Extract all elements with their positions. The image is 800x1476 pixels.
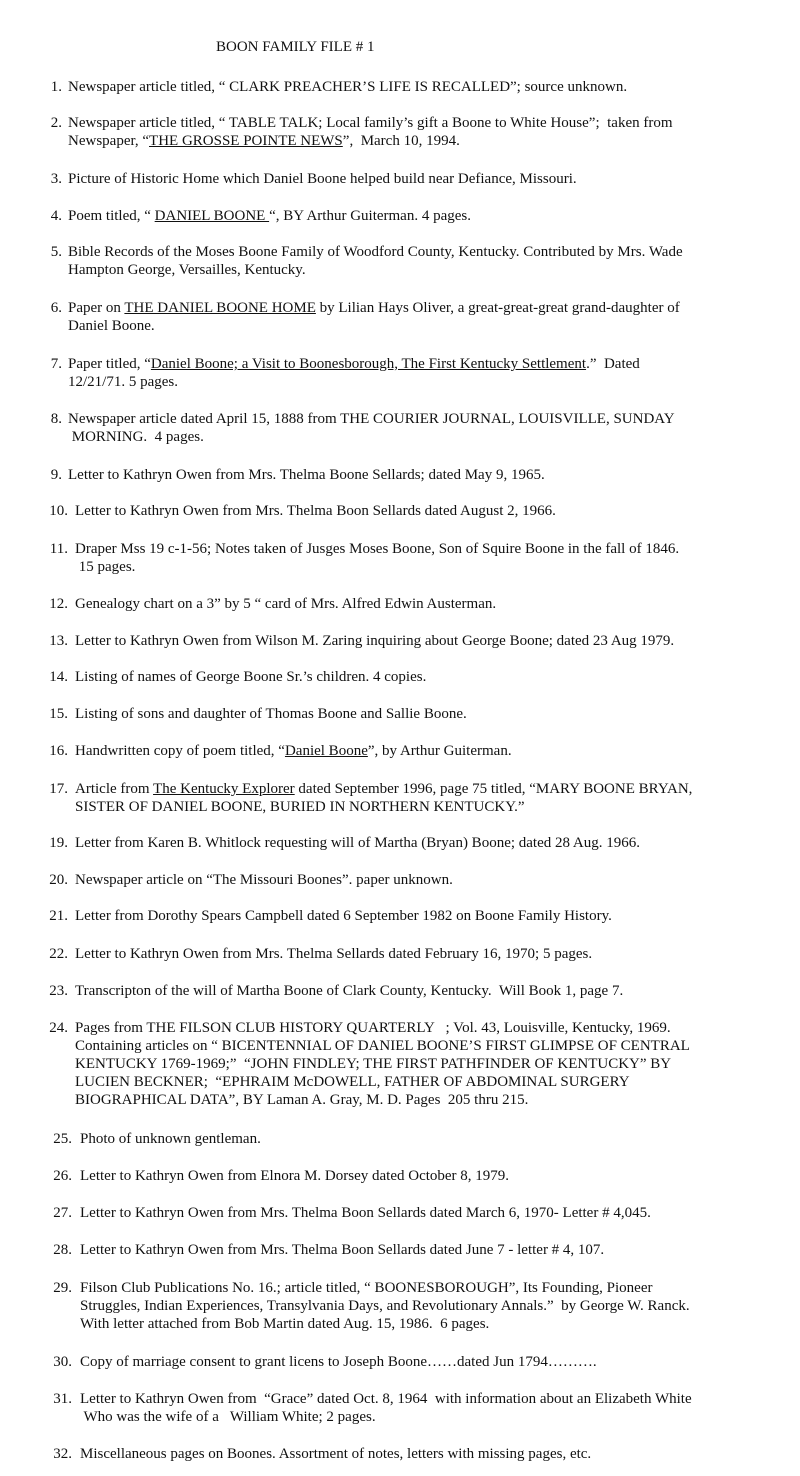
item-number: 2. bbox=[50, 115, 62, 131]
item-text-line: Photo of unknown gentleman. bbox=[80, 1131, 261, 1147]
item-text-line: Newspaper article dated April 15, 1888 from THE COURIER JOURNAL, LOUISVILLE, SUNDAY bbox=[68, 411, 675, 427]
item-number: 10. bbox=[49, 503, 68, 519]
item-text-line: 12/21/71. 5 pages. bbox=[68, 374, 178, 390]
item-text-line: MORNING. 4 pages. bbox=[68, 429, 204, 445]
item-text-line: Draper Mss 19 c-1-56; Notes taken of Jusges Moses Boone, Son of Squire Boone in the fall of 1846. bbox=[75, 541, 680, 557]
item-text-line: Letter to Kathryn Owen from Mrs. Thelma Boon Sellards dated August 2, 1966. bbox=[75, 503, 556, 519]
item-number: 8. bbox=[50, 411, 62, 427]
item-text-line: SISTER OF DANIEL BOONE, BURIED IN NORTHERN KENTUCKY.” bbox=[75, 799, 525, 815]
item-text-line: Transcripton of the will of Martha Boone of Clark County, Kentucky. Will Book 1, page 7. bbox=[75, 983, 624, 999]
item-number: 28. bbox=[53, 1242, 72, 1258]
item-text-line: Paper on THE DANIEL BOONE HOME by Lilian Hays Oliver, a great-great-great grand-daughter of bbox=[68, 300, 680, 316]
item-number: 30. bbox=[53, 1354, 72, 1370]
underlined-title: Daniel Boone; a Visit to Boonesborough, The First Kentucky Settlement bbox=[150, 356, 587, 372]
item-text-line: Who was the wife of a William White; 2 pages. bbox=[80, 1409, 376, 1425]
item-text-line: Listing of sons and daughter of Thomas Boone and Sallie Boone. bbox=[75, 706, 467, 722]
item-text-line: Listing of names of George Boone Sr.’s children. 4 copies. bbox=[75, 669, 427, 685]
item-number: 31. bbox=[53, 1391, 72, 1407]
item-number: 9. bbox=[50, 467, 62, 483]
underlined-title: THE DANIEL BOONE HOME bbox=[124, 300, 316, 316]
item-text-line: Newspaper article titled, “ CLARK PREACHER’S LIFE IS RECALLED”; source unknown. bbox=[68, 79, 628, 95]
item-number: 22. bbox=[49, 946, 68, 962]
item-text-line: Newspaper article on “The Missouri Boones”. paper unknown. bbox=[75, 872, 453, 888]
item-text-line: Letter to Kathryn Owen from Mrs. Thelma Boon Sellards dated March 6, 1970- Letter # 4,045. bbox=[80, 1205, 651, 1221]
item-number: 25. bbox=[53, 1131, 72, 1147]
item-number: 7. bbox=[50, 356, 62, 372]
item-text-line: Filson Club Publications No. 16.; article titled, “ BOONESBOROUGH”, Its Founding, Pioneer bbox=[80, 1280, 653, 1296]
item-text-line: KENTUCKY 1769-1969;” “JOHN FINDLEY; THE FIRST PATHFINDER OF KENTUCKY” BY bbox=[75, 1056, 672, 1072]
item-text-line: Genealogy chart on a 3” by 5 “ card of Mrs. Alfred Edwin Austerman. bbox=[75, 596, 497, 612]
item-number: 27. bbox=[53, 1205, 72, 1221]
item-text-line: Hampton George, Versailles, Kentucky. bbox=[68, 262, 306, 278]
item-text-line: Containing articles on “ BICENTENNIAL OF DANIEL BOONE’S FIRST GLIMPSE OF CENTRAL bbox=[75, 1038, 690, 1054]
item-text-line: Daniel Boone. bbox=[68, 318, 155, 334]
item-number: 23. bbox=[49, 983, 68, 999]
item-text-line: LUCIEN BECKNER; “EPHRAIM McDOWELL, FATHER OF ABDOMINAL SURGERY bbox=[75, 1074, 630, 1090]
underlined-title: Daniel Boone bbox=[284, 743, 368, 759]
item-text-line: BIOGRAPHICAL DATA”, BY Laman A. Gray, M. D. Pages 205 thru 215. bbox=[75, 1092, 529, 1108]
item-text-line: 15 pages. bbox=[75, 559, 136, 575]
item-text-line: Letter from Dorothy Spears Campbell dated 6 September 1982 on Boone Family History. bbox=[75, 908, 612, 924]
item-text-line: Article from The Kentucky Explorer dated September 1996, page 75 titled, “MARY BOONE BRYAN, bbox=[75, 781, 693, 797]
item-text-line: Letter to Kathryn Owen from Mrs. Thelma Boon Sellards dated June 7 - letter # 4, 107. bbox=[80, 1242, 605, 1258]
item-number: 14. bbox=[49, 669, 68, 685]
item-text-line: Letter to Kathryn Owen from Mrs. Thelma Boone Sellards; dated May 9, 1965. bbox=[68, 467, 545, 483]
item-number: 32. bbox=[53, 1446, 72, 1462]
item-text-line: Handwritten copy of poem titled, “Daniel Boone”, by Arthur Guiterman. bbox=[75, 743, 512, 759]
underlined-title: DANIEL BOONE bbox=[154, 208, 270, 224]
item-number: 20. bbox=[49, 872, 68, 888]
item-text-line: Struggles, Indian Experiences, Transylvania Days, and Revolutionary Annals.” by George W. Ranck. bbox=[80, 1298, 690, 1314]
item-number: 16. bbox=[49, 743, 68, 759]
item-text-line: Letter to Kathryn Owen from Wilson M. Zaring inquiring about George Boone; dated 23 Aug 1979. bbox=[75, 633, 675, 649]
item-number: 5. bbox=[50, 244, 62, 260]
item-text-line: Letter to Kathryn Owen from “Grace” dated Oct. 8, 1964 with information about an Elizabeth White bbox=[80, 1391, 692, 1407]
item-text-line: Letter to Kathryn Owen from Elnora M. Dorsey dated October 8, 1979. bbox=[80, 1168, 510, 1184]
item-number: 3. bbox=[50, 171, 62, 187]
underlined-title: THE GROSSE POINTE NEWS bbox=[149, 133, 343, 149]
item-number: 26. bbox=[53, 1168, 72, 1184]
item-text-line: Pages from THE FILSON CLUB HISTORY QUARTERLY ; Vol. 43, Louisville, Kentucky, 1969. bbox=[75, 1020, 671, 1036]
document-title: BOON FAMILY FILE # 1 bbox=[216, 39, 375, 55]
item-number: 19. bbox=[49, 835, 68, 851]
item-text-line: Letter to Kathryn Owen from Mrs. Thelma Sellards dated February 16, 1970; 5 pages. bbox=[75, 946, 593, 962]
item-number: 12. bbox=[49, 596, 68, 612]
underlined-title: The Kentucky Explorer bbox=[153, 781, 295, 797]
item-text-line: Poem titled, “ DANIEL BOONE “, BY Arthur Guiterman. 4 pages. bbox=[68, 208, 471, 224]
item-number: 21. bbox=[49, 908, 68, 924]
item-number: 24. bbox=[49, 1020, 68, 1036]
item-text-line: Newspaper article titled, “ TABLE TALK; Local family’s gift a Boone to White House”; taken from bbox=[68, 115, 673, 131]
item-number: 6. bbox=[50, 300, 62, 316]
item-text-line: Letter from Karen B. Whitlock requesting will of Martha (Bryan) Boone; dated 28 Aug. 1966. bbox=[75, 835, 641, 851]
item-number: 4. bbox=[50, 208, 62, 224]
item-text-line: Newspaper, “THE GROSSE POINTE NEWS”, March 10, 1994. bbox=[68, 133, 460, 149]
item-number: 1. bbox=[50, 79, 62, 95]
item-text-line: Copy of marriage consent to grant licens to Joseph Boone……dated Jun 1794………. bbox=[80, 1354, 597, 1370]
item-number: 11. bbox=[49, 541, 68, 557]
item-number: 15. bbox=[49, 706, 68, 722]
item-text-line: Bible Records of the Moses Boone Family of Woodford County, Kentucky. Contributed by Mrs. Wade bbox=[68, 244, 683, 260]
item-text-line: Miscellaneous pages on Boones. Assortment of notes, letters with missing pages, etc. bbox=[80, 1446, 592, 1462]
item-number: 29. bbox=[53, 1280, 72, 1296]
item-number: 13. bbox=[49, 633, 68, 649]
item-number: 17. bbox=[49, 781, 68, 797]
item-text-line: Paper titled, “Daniel Boone; a Visit to Boonesborough, The First Kentucky Settlement.” Dated bbox=[68, 356, 640, 372]
item-text-line: With letter attached from Bob Martin dated Aug. 15, 1986. 6 pages. bbox=[80, 1316, 490, 1332]
item-text-line: Picture of Historic Home which Daniel Boone helped build near Defiance, Missouri. bbox=[68, 171, 577, 187]
